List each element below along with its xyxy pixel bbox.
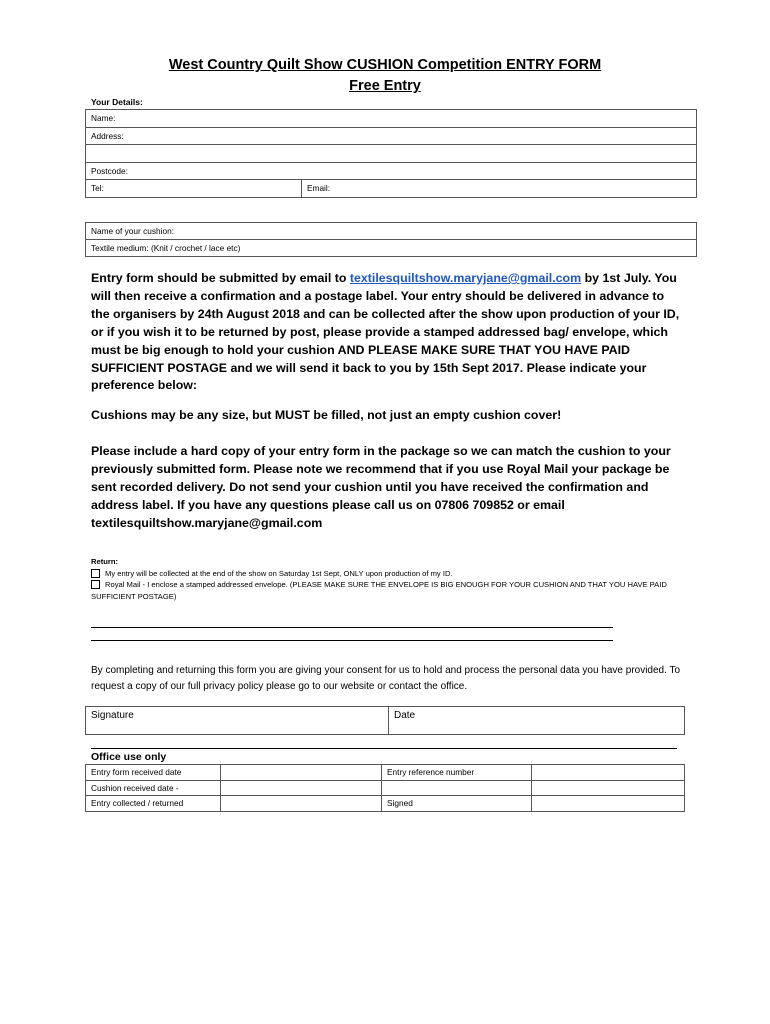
blank-label-cell [382,780,532,796]
received-date-label: Entry form received date [86,765,221,781]
cushion-name-field[interactable]: Name of your cushion: [86,223,697,240]
consent-text: By completing and returning this form you are giving your consent for us to hold and process the personal data you have provided. To request a copy of our full privacy policy please go to our website or contact the office. [91,665,681,692]
collect-checkbox[interactable] [91,569,100,578]
address-field[interactable]: Address: [86,127,697,145]
return-section [91,556,681,602]
email-field[interactable]: Email: [302,180,697,198]
royal-mail-checkbox[interactable] [91,580,100,589]
textile-medium-field[interactable]: Textile medium: (Knit / crochet / lace etc) [86,240,697,257]
your-details-heading: Your Details: [91,97,143,107]
cushion-table [85,222,697,257]
submission-paragraph [91,270,681,395]
signed-value[interactable] [532,796,685,812]
cushion-received-label: Cushion received date - [86,780,221,796]
return-option-collect [91,568,681,580]
form-subtitle: Free Entry [349,78,421,94]
signed-label: Signed [382,796,532,812]
office-use-table [85,764,685,812]
collect-label: My entry will be collected at the end of the show on Saturday 1st Sept, ONLY upon production of my ID. [105,568,453,578]
writing-line-1 [91,627,613,628]
return-option-post [91,579,681,602]
name-field[interactable]: Name: [86,110,697,128]
form-title: West Country Quilt Show CUSHION Competition ENTRY FORM [168,57,602,73]
details-table [85,109,697,198]
signature-table [85,706,685,735]
office-separator-line [91,748,677,749]
cushion-size-paragraph: Cushions may be any size, but MUST be filled, not just an empty cushion cover! [91,408,562,422]
royal-mail-label: Royal Mail - I enclose a stamped addressed envelope. (PLEASE MAKE SURE THE ENVELOPE IS BIG ENOUGH FOR YOUR CUSHION AND THAT YOU HAVE PAID SUFFICIENT POSTAGE) [91,580,667,601]
tel-field[interactable]: Tel: [86,180,302,198]
reference-value[interactable] [532,765,685,781]
writing-line-2 [91,640,613,641]
email-link[interactable]: textilesquiltshow.maryjane@gmail.com [349,271,582,285]
submission-text-end: by 1st July. You will then receive a confirmation and a postage label. Your entry should be delivered in advance to the organisers by 24th August 2018 and can be collected after the show upon production of your ID, or if you wish it to be returned by post, please provide a stamped addressed bag/ envelope, which must be big enough to hold your cushion AND PLEASE MAKE SURE THAT YOU HAVE PAID SUFFICIENT POSTAGE and we will send it back to you by 15th Sept 2017. Please indicate your preference below: [91,271,680,393]
blank-value-cell[interactable] [532,780,685,796]
signature-field[interactable]: Signature [86,707,389,735]
date-field[interactable]: Date [389,707,685,735]
address-field-line2[interactable] [86,145,697,163]
office-use-heading: Office use only [91,751,167,763]
collected-value[interactable] [221,796,382,812]
postcode-field[interactable]: Postcode: [86,162,697,180]
collected-label: Entry collected / returned [86,796,221,812]
submission-text-start: Entry form should be submitted by email to [91,271,350,285]
hard-copy-paragraph: Please include a hard copy of your entry form in the package so we can match the cushion to your previously submitted form. Please note we recommend that if you use Royal Mail your package be sent recorded delivery. Do not send your cushion until you have received the confirmation and address label. If you have any questions please call us on 07806 709852 or email textilesquiltshow.maryjane@gmail.com [91,444,671,530]
reference-label: Entry reference number [382,765,532,781]
cushion-received-value[interactable] [221,780,382,796]
return-heading: Return: [91,557,118,566]
received-date-value[interactable] [221,765,382,781]
